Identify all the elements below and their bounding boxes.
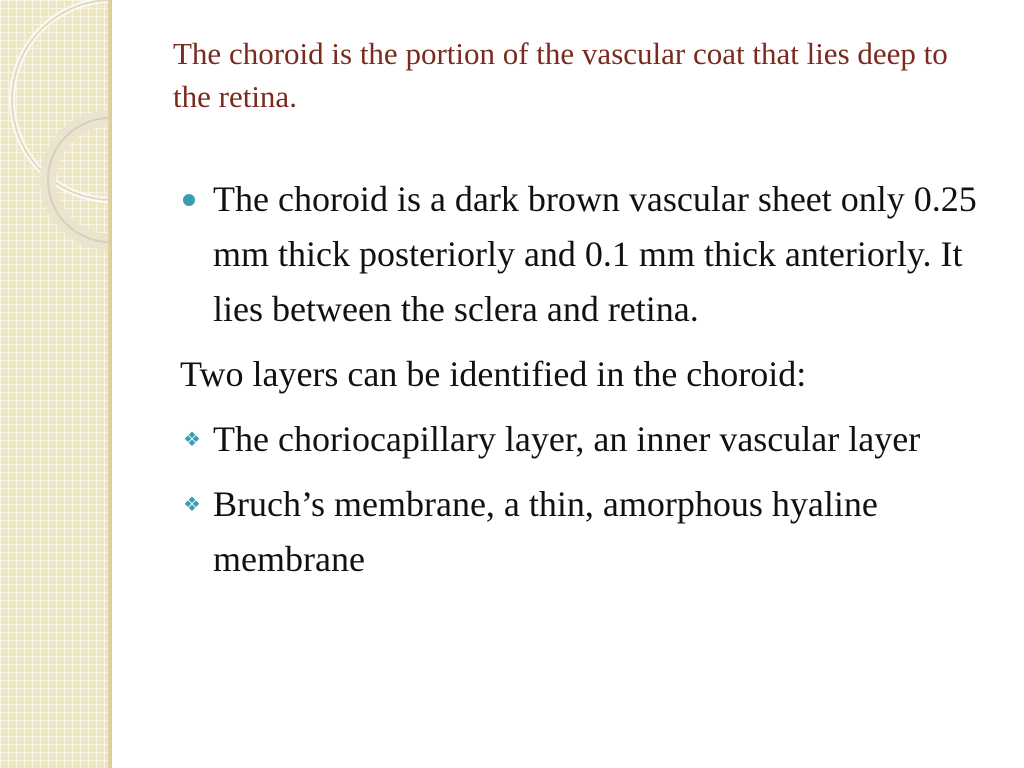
slide-body: [180, 172, 1000, 597]
sub-bullet-text: The choriocapillary layer, an inner vascular layer: [213, 419, 921, 459]
dot-icon: [183, 194, 195, 206]
decorative-circles: [0, 0, 112, 260]
plain-line: [180, 347, 1000, 402]
side-band-edge: [108, 0, 112, 768]
diamond-icon: ❖: [183, 492, 201, 516]
bullet-marker: [183, 477, 207, 532]
plain-text: Two layers can be identified in the choroid:: [180, 354, 807, 394]
slide-title: The choroid is the portion of the vascular coat that lies deep to the retina.: [173, 36, 948, 114]
bullet-marker: [183, 172, 207, 227]
sub-bullet-item: [180, 412, 1000, 467]
bullet-item: [180, 172, 1000, 337]
sub-bullet-item: [180, 477, 1000, 587]
diamond-icon: ❖: [183, 427, 201, 451]
decorative-side-band: [0, 0, 112, 768]
bullet-text: The choroid is a dark brown vascular sheet only 0.25 mm thick posteriorly and 0.1 mm thick anteriorly. It lies between the sclera and retina.: [213, 179, 977, 329]
bullet-marker: [183, 412, 207, 467]
sub-bullet-text: Bruch’s membrane, a thin, amorphous hyaline membrane: [213, 484, 878, 579]
